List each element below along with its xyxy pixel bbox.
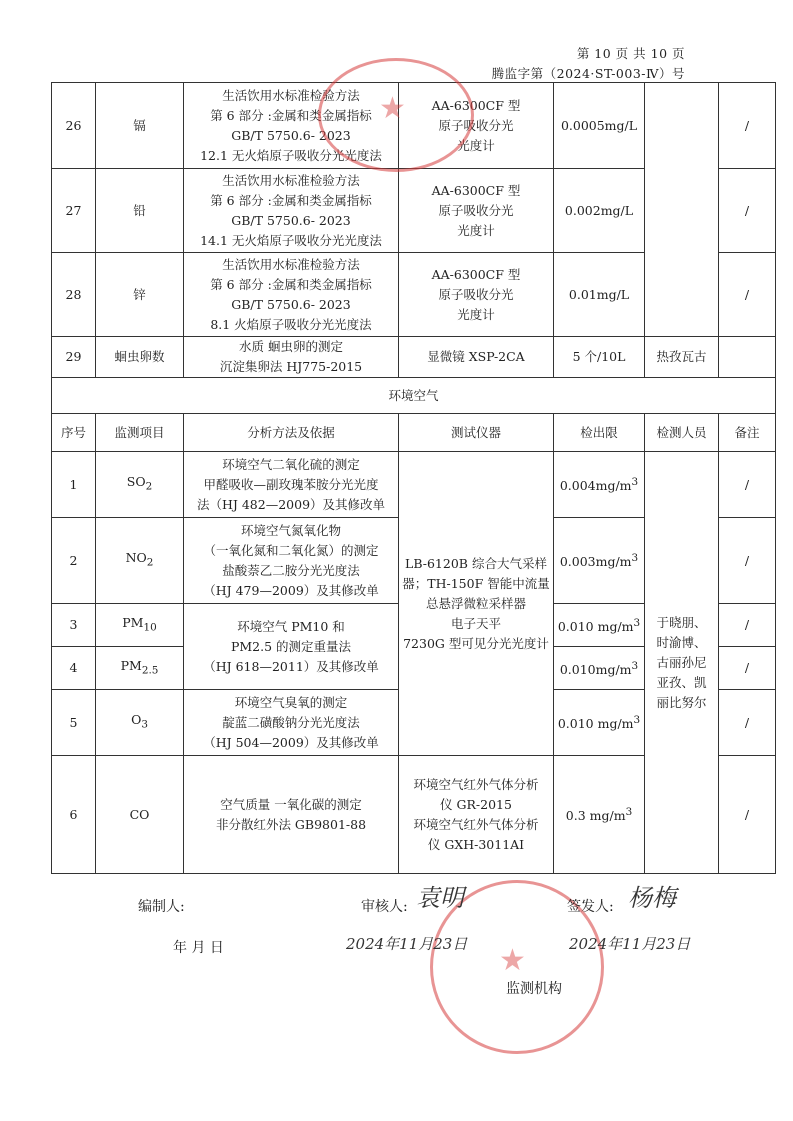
row-limit: 5 个/10L [554, 337, 645, 378]
table-row [52, 337, 776, 378]
row-limit: $0.003mg/m^3$ [554, 518, 645, 604]
col-header: 测试仪器 [399, 414, 554, 452]
row-no: 1 [52, 452, 96, 518]
section-title: 环境空气 [52, 378, 776, 414]
row-item: $SO_2$ [96, 452, 184, 518]
row-limit: 0.3 $mg/m^3$ [554, 756, 645, 874]
issue-date: 2024年11月23日 [569, 935, 691, 953]
row-person [645, 83, 719, 337]
row-limit: 0.010 $mg/m^3$ [554, 604, 645, 647]
col-header: 检出限 [554, 414, 645, 452]
row-no: 28 [52, 253, 96, 337]
col-header: 备注 [719, 414, 776, 452]
row-no: 6 [52, 756, 96, 874]
row-no: 4 [52, 647, 96, 690]
page-number: 第 10 页 共 10 页 [576, 46, 685, 61]
row-method: 水质 蛔虫卵的测定 沉淀集卵法 HJ775-2015 [184, 337, 399, 378]
seal-star-icon: ★ [499, 943, 526, 978]
row-method: 环境空气氮氧化物 （一氧化氮和二氧化氮）的测定 盐酸萘乙二胺分光光度法 （HJ 479—2009）及其修改单 [184, 518, 399, 604]
column-header-row [52, 414, 776, 452]
row-item: CO [96, 756, 184, 874]
row-instrument: 显微镜 XSP-2CA [399, 337, 554, 378]
table-row [52, 452, 776, 518]
row-instrument: AA-6300CF 型 原子吸收分光 光度计 [399, 169, 554, 253]
row-item: 镉 [96, 83, 184, 169]
row-item: 铅 [96, 169, 184, 253]
row-method: 环境空气臭氧的测定 靛蓝二磺酸钠分光光度法 （HJ 504—2009）及其修改单 [184, 690, 399, 756]
row-person: 热孜瓦古 [645, 337, 719, 378]
col-header: 检测人员 [645, 414, 719, 452]
col-header: 监测项目 [96, 414, 184, 452]
row-limit: 0.002mg/L [554, 169, 645, 253]
row-item: 锌 [96, 253, 184, 337]
row-note: / [719, 756, 776, 874]
row-item: 蛔虫卵数 [96, 337, 184, 378]
top-seal-stamp [318, 58, 474, 172]
row-item: $O_3$ [96, 690, 184, 756]
row-note: / [719, 253, 776, 337]
row-method: 空气质量 一氧化碳的测定 非分散红外法 GB9801-88 [184, 756, 399, 874]
row-limit: 0.010 $mg/m^3$ [554, 690, 645, 756]
issuer-label: 签发人: [567, 899, 614, 915]
shared-persons: 于晓朋、 时渝博、 古丽孙尼 亚孜、凯 丽比努尔 [645, 452, 719, 874]
results-table [51, 82, 776, 874]
row-note: / [719, 518, 776, 604]
section-row [52, 378, 776, 414]
row-note: / [719, 83, 776, 169]
pm-method: 环境空气 PM10 和 PM2.5 的测定重量法 （HJ 618—2011）及其修改单 [184, 604, 399, 690]
row-instrument: AA-6300CF 型 原子吸收分光 光度计 [399, 253, 554, 337]
row-method: 环境空气二氧化硫的测定 甲醛吸收—副玫瑰苯胺分光光度 法（HJ 482—2009）及其修改单 [184, 452, 399, 518]
row-limit: 0.01mg/L [554, 253, 645, 337]
row-note [719, 337, 776, 378]
org-label: 监测机构 [506, 981, 562, 997]
row-method: 生活饮用水标准检验方法 第 6 部分 :金属和类金属指标 GB/T 5750.6- 2023 12.1 无火焰原子吸收分光光度法 [184, 83, 399, 169]
shared-instrument: LB-6120B 综合大气采样 器；TH-150F 智能中流量 总悬浮微粒采样器 电子天平 7230G 型可见分光光度计 [399, 452, 554, 756]
row-item: $PM_{10}$ [96, 604, 184, 647]
row-note: / [719, 647, 776, 690]
row-note: / [719, 169, 776, 253]
review-date: 2024年11月23日 [346, 935, 468, 953]
row-limit: $0.010mg/m^3$ [554, 647, 645, 690]
row-limit: 0.0005mg/L [554, 83, 645, 169]
row-no: 29 [52, 337, 96, 378]
seal-star-icon: ★ [379, 91, 406, 126]
row-item: $NO_2$ [96, 518, 184, 604]
issuer-signature: 杨梅 [628, 884, 676, 912]
row-limit: $0.004mg/m^3$ [554, 452, 645, 518]
row-item: $PM_{2.5}$ [96, 647, 184, 690]
row-no: 5 [52, 690, 96, 756]
row-no: 26 [52, 83, 96, 169]
reviewer-signature: 袁明 [416, 884, 464, 912]
row-no: 3 [52, 604, 96, 647]
row-instrument: 环境空气红外气体分析 仪 GR-2015 环境空气红外气体分析 仪 GXH-3011AI [399, 756, 554, 874]
row-method: 生活饮用水标准检验方法 第 6 部分 :金属和类金属指标 GB/T 5750.6- 2023 8.1 火焰原子吸收分光光度法 [184, 253, 399, 337]
reviewer-label: 审核人: [361, 899, 408, 915]
report-number: 腾监字第（2024·ST-003-Ⅳ）号 [491, 66, 685, 81]
row-note: / [719, 604, 776, 647]
row-no: 27 [52, 169, 96, 253]
col-header: 序号 [52, 414, 96, 452]
row-method: 生活饮用水标准检验方法 第 6 部分 :金属和类金属指标 GB/T 5750.6- 2023 14.1 无火焰原子吸收分光光度法 [184, 169, 399, 253]
compiler-label: 编制人: [138, 899, 185, 915]
row-no: 2 [52, 518, 96, 604]
row-note: / [719, 690, 776, 756]
col-header: 分析方法及依据 [184, 414, 399, 452]
row-instrument: AA-6300CF 型 原子吸收分光 光度计 [399, 83, 554, 169]
date-blank: 年 月 日 [173, 940, 224, 956]
row-note: / [719, 452, 776, 518]
